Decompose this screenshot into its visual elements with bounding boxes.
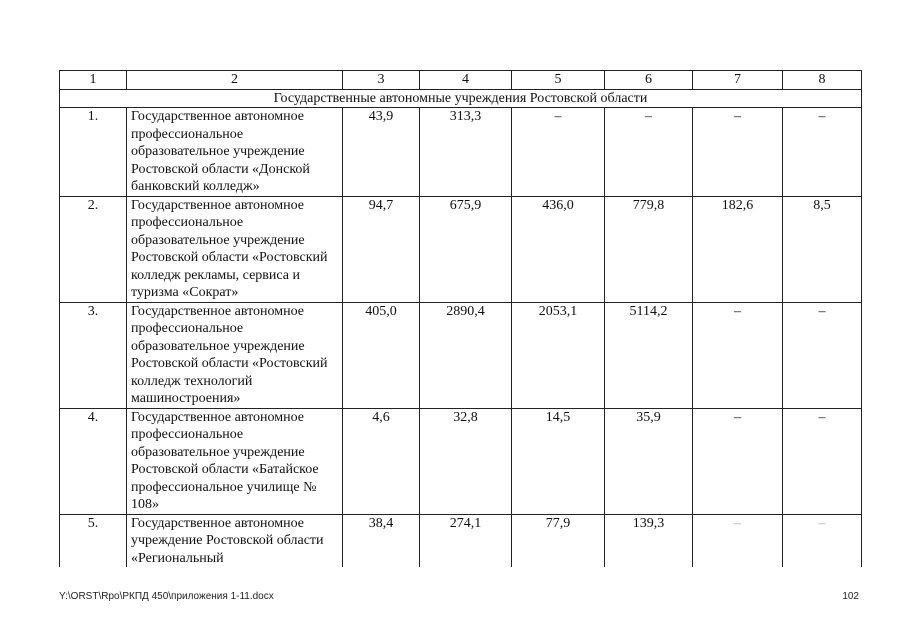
value-col-5: 2053,1 xyxy=(512,302,605,408)
footer-page-number: 102 xyxy=(842,591,859,602)
value-col-4: 274,1 xyxy=(420,514,512,567)
institution-name: Государственное автономное профессиональное образовательное учреждение Ростовской области «Донской банковский колледж» xyxy=(127,108,343,197)
value-col-5: 77,9 xyxy=(512,514,605,567)
value-col-7: – xyxy=(693,108,783,197)
header-cell-7: 7 xyxy=(693,71,783,90)
institution-name-cell xyxy=(127,514,343,567)
table-row xyxy=(60,514,862,567)
institution-name: Государственное автономное профессиональное образовательное учреждение Ростовской области «Батайское профессиональное училище № 108» xyxy=(127,408,343,514)
value-col-5: 436,0 xyxy=(512,196,605,302)
value-col-8: – xyxy=(783,408,862,514)
column-number-row xyxy=(60,71,862,90)
value-col-8: – xyxy=(783,108,862,197)
value-col-8: – xyxy=(783,514,862,567)
institution-name: Государственное автономное профессиональное образовательное учреждение Ростовской области «Ростовский колледж технологий машиностроения» xyxy=(127,302,343,408)
value-col-3: 94,7 xyxy=(343,196,420,302)
row-number: 4. xyxy=(60,408,127,514)
value-col-3: 4,6 xyxy=(343,408,420,514)
row-number: 2. xyxy=(60,196,127,302)
row-number: 5. xyxy=(60,514,127,567)
row-number: 1. xyxy=(60,108,127,197)
value-col-3: 43,9 xyxy=(343,108,420,197)
header-cell-4: 4 xyxy=(420,71,512,90)
data-table xyxy=(59,70,862,567)
header-cell-1: 1 xyxy=(60,71,127,90)
value-col-6: 35,9 xyxy=(605,408,693,514)
value-col-4: 2890,4 xyxy=(420,302,512,408)
value-col-8: – xyxy=(783,302,862,408)
value-col-7: 182,6 xyxy=(693,196,783,302)
header-cell-8: 8 xyxy=(783,71,862,90)
value-col-7: – xyxy=(693,302,783,408)
value-col-4: 313,3 xyxy=(420,108,512,197)
value-col-5: – xyxy=(512,108,605,197)
table-row xyxy=(60,108,862,197)
footer-file-path: Y:\ORST\Rpo\РКПД 450\приложения 1-11.docx xyxy=(59,591,274,602)
value-col-6: – xyxy=(605,108,693,197)
header-cell-5: 5 xyxy=(512,71,605,90)
value-col-6: 5114,2 xyxy=(605,302,693,408)
value-col-5: 14,5 xyxy=(512,408,605,514)
value-col-3: 38,4 xyxy=(343,514,420,567)
institution-name: Государственное автономное учреждение Ростовской области «Региональный xyxy=(131,515,324,566)
value-col-3: 405,0 xyxy=(343,302,420,408)
value-col-4: 675,9 xyxy=(420,196,512,302)
table-row xyxy=(60,302,862,408)
header-cell-2: 2 xyxy=(127,71,343,90)
value-col-4: 32,8 xyxy=(420,408,512,514)
value-col-7: – xyxy=(693,514,783,567)
value-col-8: 8,5 xyxy=(783,196,862,302)
section-row xyxy=(60,89,862,108)
value-col-7: – xyxy=(693,408,783,514)
value-col-6: 779,8 xyxy=(605,196,693,302)
header-cell-3: 3 xyxy=(343,71,420,90)
value-col-6: 139,3 xyxy=(605,514,693,567)
row-number: 3. xyxy=(60,302,127,408)
header-cell-6: 6 xyxy=(605,71,693,90)
section-title: Государственные автономные учреждения Ростовской области xyxy=(60,89,862,108)
institution-name: Государственное автономное профессиональное образовательное учреждение Ростовской области «Ростовский колледж рекламы, сервиса и туризма «Сократ» xyxy=(127,196,343,302)
table-row xyxy=(60,196,862,302)
table-row xyxy=(60,408,862,514)
